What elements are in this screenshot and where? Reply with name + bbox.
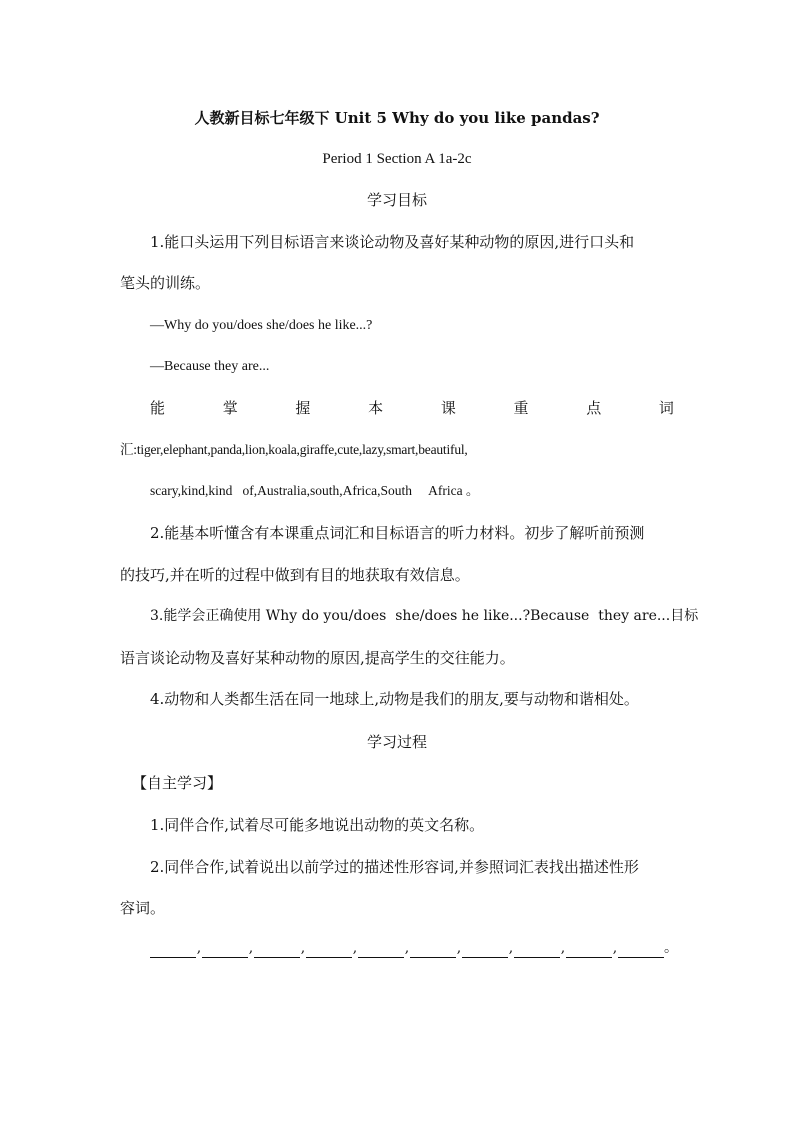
answer-blank[interactable] (410, 943, 456, 958)
goals-heading: 学习目标 (366, 191, 427, 209)
goal-1-line-2: 笔头的训练。 (120, 274, 211, 292)
goal-2-line-2: 的技巧,并在听的过程中做到有目的地获取有效信息。 (120, 566, 470, 584)
answer-blank[interactable] (618, 943, 664, 958)
goal-4: 4.动物和人类都生活在同一地球上,动物是我们的朋友,要与动物和谐相处。 (150, 690, 639, 708)
vocab-char: 能 (150, 399, 166, 417)
answer-blank[interactable] (566, 943, 612, 958)
vocab-char: 点 (586, 399, 602, 417)
vocab-char: 掌 (222, 399, 238, 417)
answer-blank[interactable] (150, 943, 196, 958)
process-heading: 学习过程 (366, 733, 427, 751)
vocab-line-2: 汇:tiger,elephant,panda,lion,koala,giraffe,cute,lazy,smart,beautiful, (120, 442, 468, 457)
goal-1-line-1: 1.能口头运用下列目标语言来谈论动物及喜好某种动物的原因,进行口头和 (150, 233, 635, 251)
answer-blank[interactable] (306, 943, 352, 958)
task-2-line-1: 2.同伴合作,试着说出以前学过的描述性形容词,并参照词汇表找出描述性形 (150, 858, 639, 876)
dialog-question: —Why do you/does she/does he like...? (150, 318, 373, 333)
goal-2-line-1: 2.能基本听懂含有本课重点词汇和目标语言的听力材料。初步了解听前预测 (150, 524, 645, 542)
dialog-answer: —Because they are... (150, 359, 270, 374)
goal-3-line-1: 3.能学会正确使用 Why do you/does she/does he like...?Because they are...目标 (150, 608, 699, 624)
task-1: 1.同伴合作,试着尽可能多地说出动物的英文名称。 (150, 816, 485, 834)
vocab-char: 本 (368, 399, 384, 417)
answer-blank[interactable] (358, 943, 404, 958)
goal-3-line-2: 语言谈论动物及喜好某种动物的原因,提高学生的交往能力。 (120, 649, 515, 667)
self-study-heading: 【自主学习】 (132, 774, 223, 792)
answer-blank[interactable] (514, 943, 560, 958)
answer-blank[interactable] (254, 943, 300, 958)
answer-blank[interactable] (202, 943, 248, 958)
document-title: 人教新目标七年级下 Unit 5 Why do you like pandas? (194, 109, 600, 127)
document-subtitle: Period 1 Section A 1a-2c (322, 151, 472, 167)
vocab-line-1 (150, 398, 674, 418)
vocab-char: 课 (440, 399, 456, 417)
vocab-line-3: scary,kind,kind of,Australia,south,Africa,South Africa 。 (150, 483, 480, 498)
vocab-char: 词 (658, 399, 674, 417)
task-2-line-2: 容词。 (120, 899, 166, 917)
vocab-char: 重 (513, 399, 529, 417)
answer-blank[interactable] (462, 943, 508, 958)
vocab-char: 握 (295, 399, 311, 417)
answer-blanks: , , , , , , , , , 。 (150, 938, 674, 958)
